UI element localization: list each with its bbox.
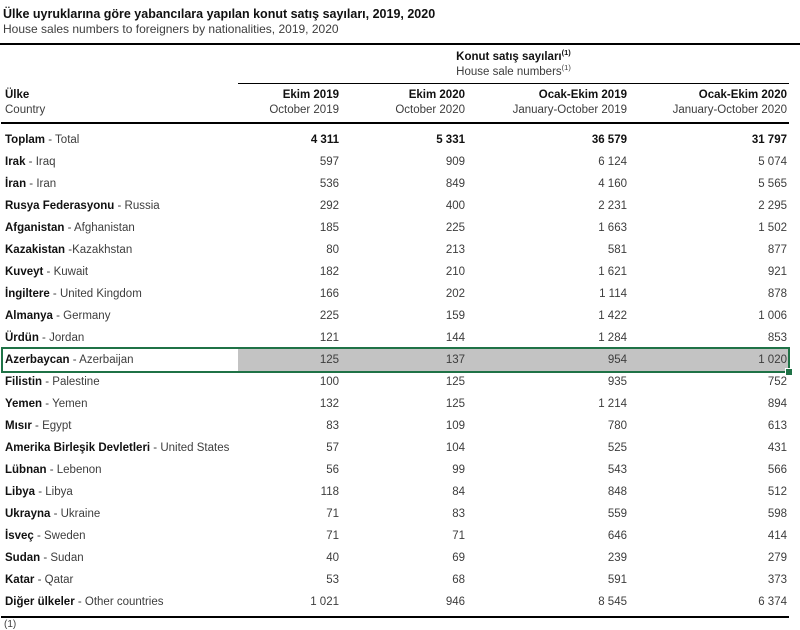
table-row	[1, 393, 789, 415]
value-cell-jan-oct-2020[interactable]: 31 797	[751, 134, 787, 146]
value-cell-jan-oct-2020[interactable]: 921	[767, 266, 787, 278]
country-cell[interactable]: İran - Iran	[5, 178, 57, 190]
table-row	[1, 283, 789, 305]
table-row	[1, 591, 789, 613]
value-cell-jan-oct-2019[interactable]: 935	[607, 376, 627, 388]
table-row	[1, 327, 789, 349]
value-cell-oct-2020[interactable]: 125	[445, 398, 465, 410]
value-cell-oct-2020[interactable]: 68	[452, 574, 465, 586]
value-cell-jan-oct-2020[interactable]: 752	[767, 376, 787, 388]
value-cell-oct-2019[interactable]: 166	[319, 288, 339, 300]
table-row	[1, 217, 789, 239]
value-cell-oct-2020[interactable]: 69	[452, 552, 465, 564]
value-cell-oct-2019[interactable]: 185	[319, 222, 339, 234]
country-cell[interactable]: Ürdün - Jordan	[5, 332, 85, 344]
value-cell-jan-oct-2020[interactable]: 877	[767, 244, 787, 256]
table-row	[1, 547, 789, 569]
value-cell-oct-2019[interactable]: 132	[319, 398, 339, 410]
value-cell-jan-oct-2020[interactable]: 373	[767, 574, 787, 586]
value-cell-jan-oct-2020[interactable]: 2 295	[758, 200, 787, 212]
value-cell-jan-oct-2020[interactable]: 1 502	[758, 222, 787, 234]
value-cell-oct-2019[interactable]: 597	[319, 156, 339, 168]
table-title-turkish: Ülke uyruklarına göre yabancılara yapılan konut satış sayıları, 2019, 2020	[3, 7, 436, 21]
country-cell[interactable]: Kuveyt - Kuwait	[5, 266, 89, 278]
value-cell-jan-oct-2019[interactable]: 954	[467, 349, 629, 371]
value-cell-oct-2019[interactable]: 56	[326, 464, 339, 476]
country-cell[interactable]: Filistin - Palestine	[5, 376, 100, 388]
value-cell-jan-oct-2019[interactable]: 646	[607, 530, 627, 542]
value-cell-oct-2020[interactable]: 225	[445, 222, 465, 234]
value-cell-jan-oct-2019[interactable]: 239	[607, 552, 627, 564]
value-cell-oct-2019[interactable]: 71	[326, 530, 339, 542]
table-row	[1, 261, 789, 283]
column-header-jan-oct-2020: Ocak-Ekim 2020 January-October 2020	[672, 89, 787, 116]
value-cell-oct-2020[interactable]: 71	[452, 530, 465, 542]
table-row	[1, 129, 789, 151]
value-cell-jan-oct-2019[interactable]: 543	[607, 464, 627, 476]
value-cell-jan-oct-2019[interactable]: 1 214	[598, 398, 627, 410]
value-cell-oct-2020[interactable]: 125	[445, 376, 465, 388]
table-row	[1, 349, 789, 371]
value-cell-oct-2019[interactable]: 225	[319, 310, 339, 322]
country-cell[interactable]: Sudan - Sudan	[5, 552, 84, 564]
value-cell-jan-oct-2019[interactable]: 1 284	[598, 332, 627, 344]
value-cell-jan-oct-2020[interactable]: 1 020	[629, 349, 789, 371]
group-header-english: House sale numbers$^{(1)}$	[456, 63, 571, 78]
value-cell-oct-2020[interactable]: 210	[445, 266, 465, 278]
table-row	[1, 371, 789, 393]
column-header-jan-oct-2019: Ocak-Ekim 2019 January-October 2019	[512, 89, 627, 116]
country-cell[interactable]: Almanya - Germany	[5, 310, 111, 322]
value-cell-oct-2020[interactable]: 84	[452, 486, 465, 498]
value-cell-jan-oct-2020[interactable]: 6 374	[758, 596, 787, 608]
value-cell-oct-2020[interactable]: 202	[445, 288, 465, 300]
value-cell-oct-2019[interactable]: 40	[326, 552, 339, 564]
value-cell-oct-2019[interactable]: 4 311	[310, 134, 339, 146]
value-cell-jan-oct-2020[interactable]: 598	[767, 508, 787, 520]
value-cell-oct-2020[interactable]: 137	[341, 349, 467, 371]
country-cell[interactable]: Yemen - Yemen	[5, 398, 88, 410]
value-cell-jan-oct-2020[interactable]: 878	[767, 288, 787, 300]
value-cell-jan-oct-2019[interactable]: 36 579	[591, 134, 627, 146]
value-cell-oct-2020[interactable]: 159	[445, 310, 465, 322]
table-row	[1, 437, 789, 459]
column-header-country: Ülke Country	[5, 89, 46, 116]
value-cell-oct-2019[interactable]: 100	[319, 376, 339, 388]
table-row	[1, 569, 789, 591]
statistics-table	[1, 45, 789, 630]
value-cell-jan-oct-2020[interactable]: 566	[767, 464, 787, 476]
value-cell-jan-oct-2019[interactable]: 525	[607, 442, 627, 454]
table-row	[1, 481, 789, 503]
value-cell-jan-oct-2019[interactable]: 581	[607, 244, 627, 256]
table-body	[1, 124, 789, 618]
value-cell-oct-2020[interactable]: 104	[445, 442, 465, 454]
table-row	[1, 415, 789, 437]
value-cell-oct-2019[interactable]: 182	[319, 266, 339, 278]
value-cell-jan-oct-2020[interactable]: 894	[767, 398, 787, 410]
value-cell-jan-oct-2020[interactable]: 512	[767, 486, 787, 498]
value-cell-oct-2019[interactable]: 83	[326, 420, 339, 432]
value-cell-oct-2020[interactable]: 99	[452, 464, 465, 476]
country-cell[interactable]: İngiltere - United Kingdom	[5, 288, 142, 300]
group-header-turkish: Konut satış sayıları$^{(1)}$	[456, 48, 571, 63]
column-header-oct-2019: Ekim 2019 October 2019	[269, 89, 339, 116]
value-cell-jan-oct-2020[interactable]: 431	[767, 442, 787, 454]
table-row	[1, 173, 789, 195]
clipped-footnote: (1)	[4, 619, 17, 630]
title-block	[0, 0, 800, 45]
country-cell[interactable]: Amerika Birleşik Devletleri - United States	[5, 442, 230, 454]
value-cell-oct-2019[interactable]: 1 021	[310, 596, 339, 608]
footnote-marker: (1)	[561, 63, 571, 73]
value-cell-jan-oct-2019[interactable]: 1 422	[598, 310, 627, 322]
table-row	[1, 195, 789, 217]
footnote-marker: (1)	[561, 48, 571, 58]
table-row	[1, 459, 789, 481]
group-header	[238, 45, 789, 84]
country-cell[interactable]: Katar - Qatar	[5, 574, 74, 586]
value-cell-oct-2019[interactable]: 125	[238, 349, 341, 371]
country-cell[interactable]: Azerbaycan - Azerbaijan	[5, 354, 134, 366]
value-cell-jan-oct-2020[interactable]: 853	[767, 332, 787, 344]
value-cell-oct-2019[interactable]: 292	[319, 200, 339, 212]
table-row	[1, 151, 789, 173]
value-cell-oct-2019[interactable]: 536	[319, 178, 339, 190]
table-row	[1, 503, 789, 525]
country-cell[interactable]: Irak - Iraq	[5, 156, 56, 168]
country-cell[interactable]: Toplam - Total	[5, 134, 80, 146]
value-cell-oct-2019[interactable]: 71	[326, 508, 339, 520]
table-title-english: House sales numbers to foreigners by nationalities, 2019, 2020	[3, 22, 339, 36]
country-cell[interactable]: Mısır - Egypt	[5, 420, 72, 432]
value-cell-jan-oct-2020[interactable]: 5 565	[758, 178, 787, 190]
table-row	[1, 305, 789, 327]
table-row	[1, 239, 789, 261]
value-cell-jan-oct-2019[interactable]: 2 231	[598, 200, 627, 212]
value-cell-jan-oct-2019[interactable]: 848	[607, 486, 627, 498]
value-cell-jan-oct-2019[interactable]: 559	[607, 508, 627, 520]
value-cell-oct-2020[interactable]: 213	[445, 244, 465, 256]
value-cell-oct-2020[interactable]: 144	[445, 332, 465, 344]
value-cell-jan-oct-2020[interactable]: 613	[767, 420, 787, 432]
country-cell[interactable]: Lübnan - Lebenon	[5, 464, 102, 476]
value-cell-oct-2020[interactable]: 109	[445, 420, 465, 432]
country-cell[interactable]: Afganistan - Afghanistan	[5, 222, 135, 234]
value-cell-jan-oct-2019[interactable]: 1 621	[598, 266, 627, 278]
column-header-oct-2020: Ekim 2020 October 2020	[395, 89, 465, 116]
country-cell[interactable]: Rusya Federasyonu - Russia	[5, 200, 160, 212]
value-cell-jan-oct-2019[interactable]: 591	[607, 574, 627, 586]
value-cell-jan-oct-2020[interactable]: 414	[767, 530, 787, 542]
value-cell-oct-2020[interactable]: 5 331	[436, 134, 465, 146]
value-cell-jan-oct-2019[interactable]: 1 663	[598, 222, 627, 234]
selection-fill-handle[interactable]	[785, 368, 793, 376]
value-cell-jan-oct-2019[interactable]: 780	[607, 420, 627, 432]
country-cell[interactable]: İsveç - Sweden	[5, 530, 86, 542]
value-cell-jan-oct-2019[interactable]: 1 114	[599, 288, 627, 300]
value-cell-jan-oct-2020[interactable]: 279	[767, 552, 787, 564]
value-cell-oct-2019[interactable]: 80	[326, 244, 339, 256]
value-cell-jan-oct-2019[interactable]: 6 124	[598, 156, 627, 168]
value-cell-oct-2019[interactable]: 121	[319, 332, 339, 344]
table-row	[1, 525, 789, 547]
country-cell[interactable]: Ukrayna - Ukraine	[5, 508, 101, 520]
country-cell[interactable]: Libya - Libya	[5, 486, 73, 498]
value-cell-oct-2020[interactable]: 946	[445, 596, 465, 608]
value-cell-jan-oct-2019[interactable]: 8 545	[598, 596, 627, 608]
value-cell-oct-2020[interactable]: 83	[452, 508, 465, 520]
value-cell-jan-oct-2020[interactable]: 5 074	[758, 156, 787, 168]
value-cell-oct-2019[interactable]: 53	[326, 574, 339, 586]
value-cell-oct-2020[interactable]: 400	[445, 200, 465, 212]
column-headers-row	[1, 84, 789, 124]
value-cell-oct-2020[interactable]: 909	[445, 156, 465, 168]
value-cell-oct-2020[interactable]: 849	[445, 178, 465, 190]
value-cell-oct-2019[interactable]: 118	[320, 486, 339, 498]
country-cell[interactable]: Kazakistan -Kazakhstan	[5, 244, 133, 256]
value-cell-jan-oct-2019[interactable]: 4 160	[598, 178, 627, 190]
value-cell-jan-oct-2020[interactable]: 1 006	[758, 310, 787, 322]
country-cell[interactable]: Diğer ülkeler - Other countries	[5, 596, 164, 608]
value-cell-oct-2019[interactable]: 57	[326, 442, 339, 454]
